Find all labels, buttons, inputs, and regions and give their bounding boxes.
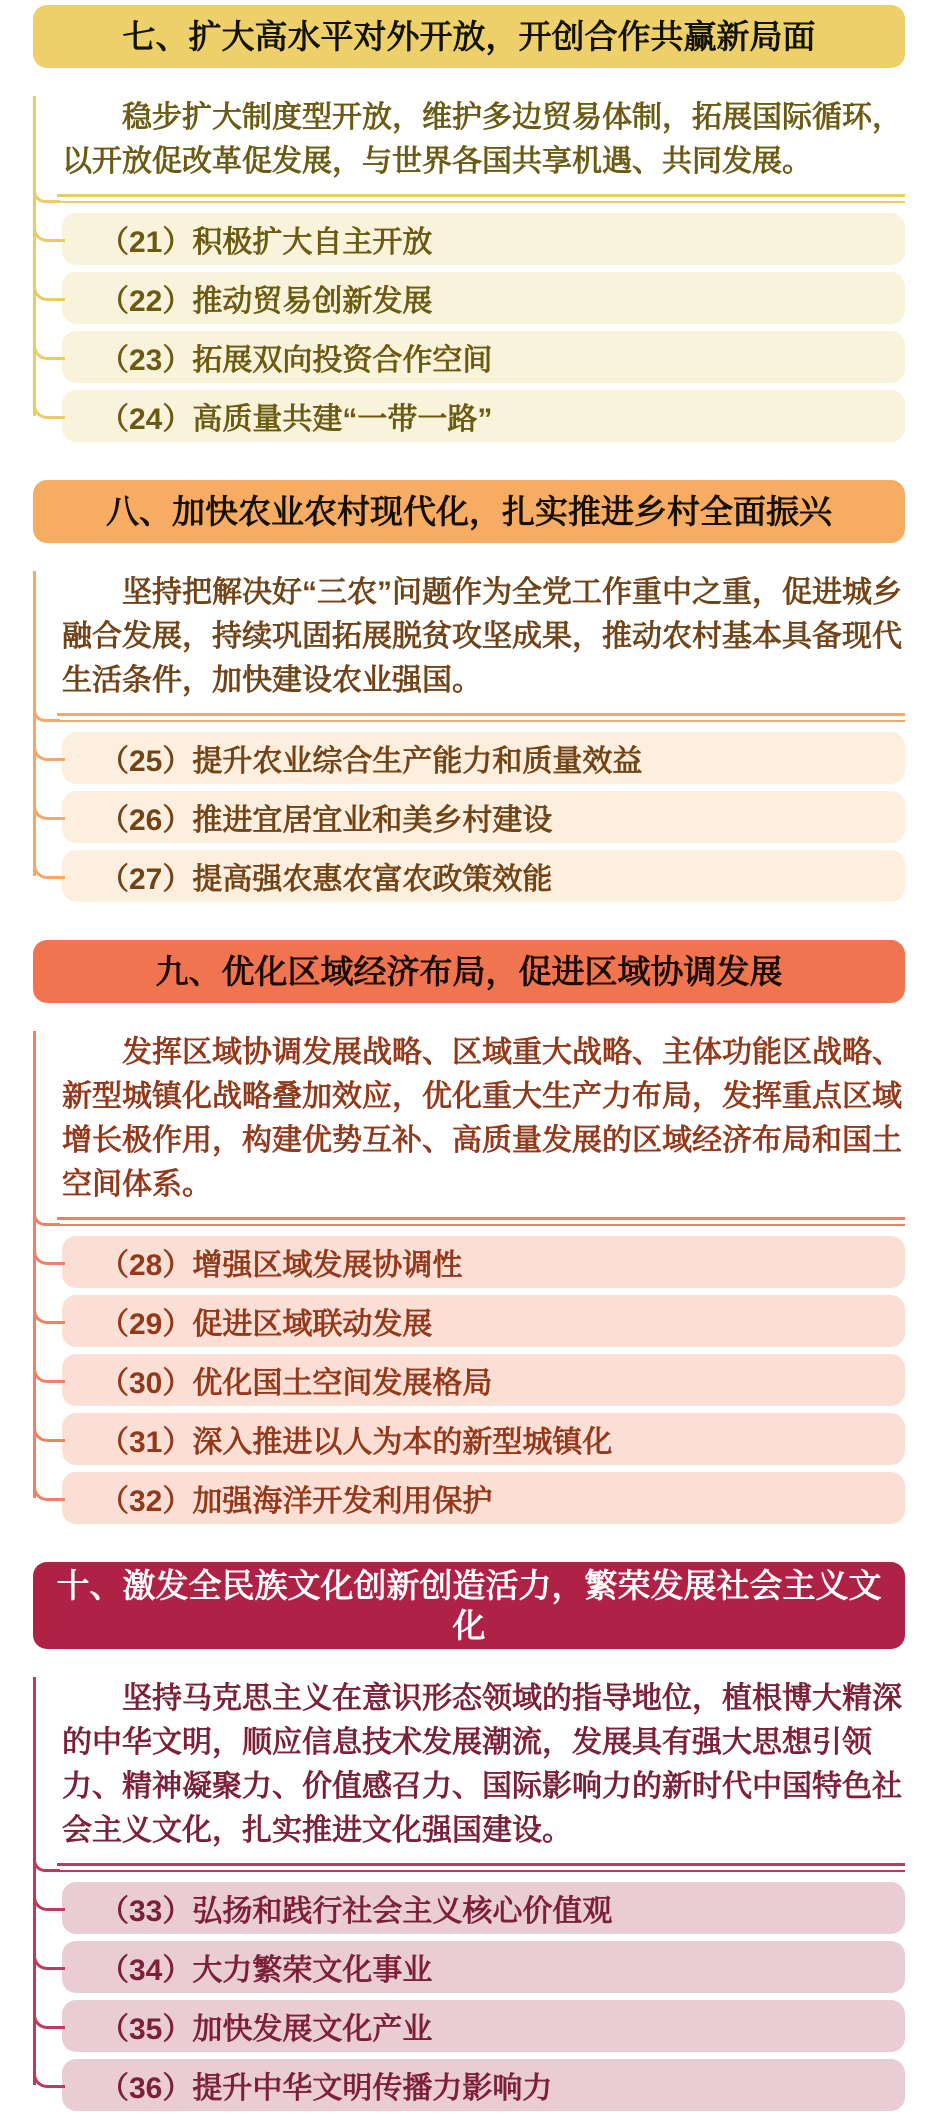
list-item bbox=[62, 1236, 905, 1288]
section-body bbox=[33, 1031, 905, 1524]
section-paragraph: 发挥区域协调发展战略、区域重大战略、主体功能区战略、新型城镇化战略叠加效应，优化重大生产力布局，发挥重点区域增长极作用，构建优势互补、高质量发展的区域经济布局和国土空间体系。 bbox=[62, 1036, 902, 1201]
section-paragraph: 坚持把解决好“三农”问题作为全党工作重中之重，促进城乡融合发展，持续巩固拓展脱贫攻坚成果，推动农村基本具备现代生活条件，加快建设农业强国。 bbox=[62, 576, 902, 697]
section-divider-line bbox=[57, 1863, 905, 1872]
list-item-text: （32）加强海洋开发利用保护 bbox=[99, 1485, 493, 1518]
list-item-text: （26）推进宜居宜业和美乡村建设 bbox=[99, 804, 553, 837]
section-body bbox=[33, 571, 905, 902]
list-item bbox=[62, 1354, 905, 1406]
list-item-text: （35）加快发展文化产业 bbox=[99, 2013, 433, 2047]
list-item-text: （21）积极扩大自主开放 bbox=[99, 226, 433, 259]
section-item-list bbox=[33, 213, 905, 442]
section-paragraph: 稳步扩大制度型开放，维护多边贸易体制，拓展国际循环，以开放促改革促发展，与世界各国共享机遇、共同发展。 bbox=[62, 101, 902, 178]
section-item-list bbox=[33, 1236, 905, 1524]
section-item-list bbox=[33, 1882, 905, 2111]
list-item-text: （31）深入推进以人为本的新型城镇化 bbox=[99, 1426, 613, 1459]
list-item-text: （34）大力繁荣文化事业 bbox=[99, 1954, 433, 1988]
section-title: 七、扩大高水平对外开放，开创合作共赢新局面 bbox=[33, 5, 905, 68]
section-ten bbox=[33, 1562, 905, 2111]
list-item bbox=[62, 850, 905, 902]
list-item bbox=[62, 390, 905, 442]
sections-root bbox=[33, 5, 905, 2111]
list-item-text: （29）促进区域联动发展 bbox=[99, 1308, 433, 1341]
section-title: 八、加快农业农村现代化，扎实推进乡村全面振兴 bbox=[33, 480, 905, 543]
section-title: 九、优化区域经济布局，促进区域协调发展 bbox=[33, 940, 905, 1003]
list-item bbox=[62, 791, 905, 843]
list-item bbox=[62, 1472, 905, 1524]
section-body bbox=[33, 96, 905, 442]
list-item bbox=[62, 331, 905, 383]
section-seven bbox=[33, 5, 905, 442]
section-title: 十、激发全民族文化创新创造活力，繁荣发展社会主义文化 bbox=[33, 1562, 905, 1649]
list-item-text: （23）拓展双向投资合作空间 bbox=[99, 344, 493, 377]
list-item bbox=[62, 732, 905, 784]
connector-trunk-line bbox=[33, 96, 36, 416]
section-divider-line bbox=[57, 713, 905, 722]
section-paragraph: 坚持马克思主义在意识形态领域的指导地位，植根博大精深的中华文明，顺应信息技术发展潮流，发展具有强大思想引领力、精神凝聚力、价值感召力、国际影响力的新时代中国特色社会主义文化，扎实推进文化强国建设。 bbox=[62, 1682, 902, 1848]
list-item-text: （25）提升农业综合生产能力和质量效益 bbox=[99, 745, 643, 778]
list-item-text: （36）提升中华文明传播力影响力 bbox=[99, 2072, 553, 2106]
list-item bbox=[62, 1295, 905, 1347]
list-item bbox=[62, 1941, 905, 1993]
section-nine bbox=[33, 940, 905, 1524]
section-divider-line bbox=[57, 1217, 905, 1226]
list-item bbox=[62, 213, 905, 265]
list-item-text: （30）优化国土空间发展格局 bbox=[99, 1367, 493, 1400]
section-item-list bbox=[33, 732, 905, 902]
list-item bbox=[62, 2000, 905, 2052]
list-item-text: （28）增强区域发展协调性 bbox=[99, 1249, 463, 1282]
list-item bbox=[62, 272, 905, 324]
list-item bbox=[62, 2059, 905, 2111]
list-item-text: （33）弘扬和践行社会主义核心价值观 bbox=[99, 1895, 613, 1929]
section-divider-line bbox=[57, 194, 905, 203]
list-item-text: （22）推动贸易创新发展 bbox=[99, 285, 433, 318]
list-item-text: （24）高质量共建“一带一路” bbox=[99, 403, 493, 436]
section-body bbox=[33, 1677, 905, 2111]
list-item bbox=[62, 1413, 905, 1465]
section-eight bbox=[33, 480, 905, 902]
list-item-text: （27）提高强农惠农富农政策效能 bbox=[99, 863, 553, 896]
list-item bbox=[62, 1882, 905, 1934]
